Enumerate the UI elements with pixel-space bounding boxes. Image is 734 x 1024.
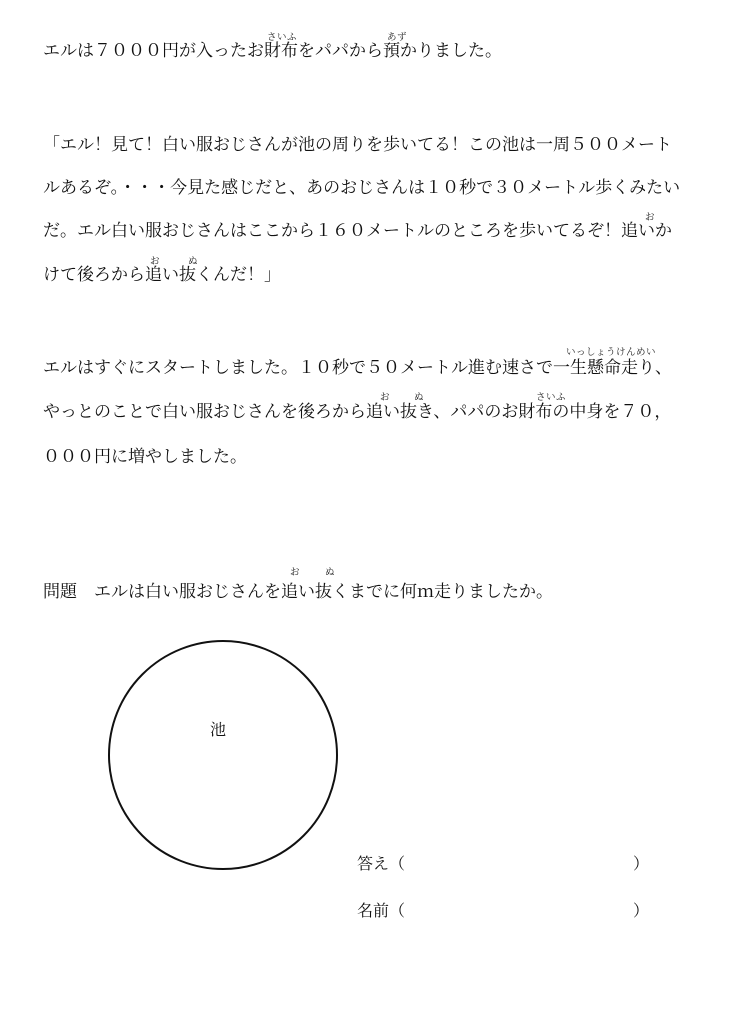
question-text: 問題 エルは白い服おじさんを追い抜くまでに何ｍ走りましたか。 [43, 582, 553, 602]
story-line-3-1: エルはすぐにスタートしました。１０秒で５０メートル進む速さで一生懸命走り、 [43, 358, 672, 378]
furigana-nu: ぬ [414, 392, 425, 403]
name-label: 名前（ [357, 901, 406, 920]
story-dialogue-line-4: けて後ろから追い抜くんだ！」 [43, 265, 281, 285]
furigana-saifu: さいふ [267, 32, 298, 43]
story-dialogue-line-2: ルあるぞ。・・・今見た感じだと、あのおじさんは１０秒で３０メートル歩くみたい [43, 178, 681, 198]
furigana-o: お [150, 256, 161, 267]
pond-label: 池 [210, 720, 227, 739]
story-line-1: エルは７０００円が入ったお財布をパパから預かりました。 [43, 41, 502, 61]
furigana-o: お [290, 567, 301, 578]
story-dialogue-line-1: 「エル！見て！白い服おじさんが池の周りを歩いてる！この池は一周５００メート [43, 135, 672, 155]
furigana-nu: ぬ [188, 256, 199, 267]
furigana-isshoukenmei: いっしょうけんめい [566, 347, 657, 358]
furigana-o: お [645, 212, 656, 223]
furigana-nu: ぬ [325, 567, 336, 578]
furigana-saifu: さいふ [536, 392, 567, 403]
name-close-paren: ） [633, 901, 650, 920]
furigana-azu: あず [387, 32, 408, 43]
story-line-3-2: やっとのことで白い服おじさんを後ろから追い抜き、パパのお財布の中身を７０， [43, 402, 672, 422]
story-line-3-3: ０００円に増やしました。 [43, 447, 247, 467]
furigana-o: お [380, 392, 391, 403]
pond-circle [108, 640, 338, 870]
story-dialogue-line-3: だ。エル白い服おじさんはここから１６０メートルのところを歩いてるぞ！追いか [43, 221, 672, 241]
answer-label: 答え（ [357, 854, 406, 873]
answer-close-paren: ） [633, 854, 650, 873]
